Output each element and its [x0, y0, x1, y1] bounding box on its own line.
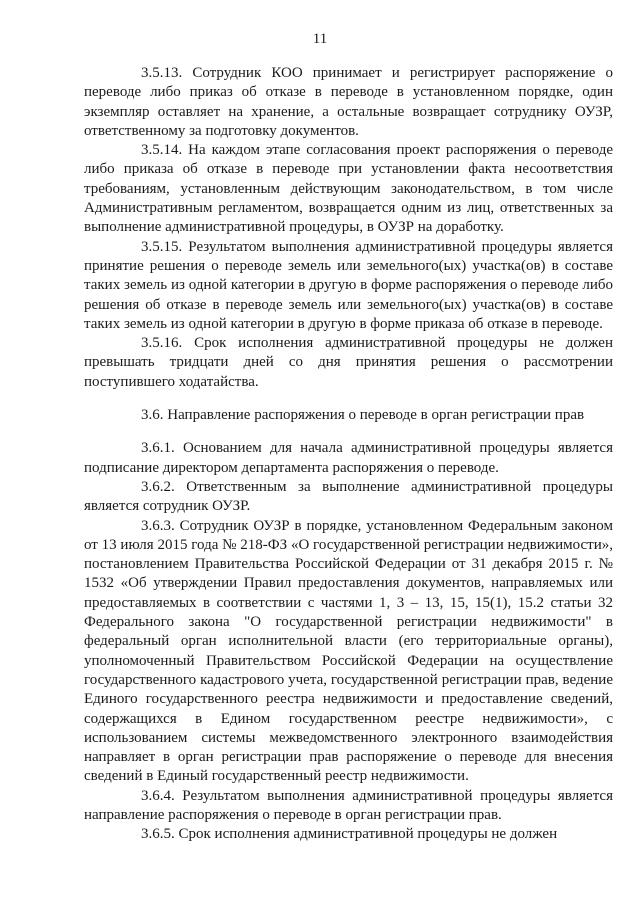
- paragraph-3-5-14: 3.5.14. На каждом этапе согласования проект распоряжения о переводе либо приказа об отказе в переводе при установлении факта несоответствия требованиям, установленным действующим законодательством, в том числе Административным регламентом, возвращается одним из лиц, ответственных за выполнение административной процедуры, в ОУЗР на доработку.: [84, 142, 613, 236]
- paragraph-3-6-1: 3.6.1. Основанием для начала административной процедуры является подписание директором департамента распоряжения о переводе.: [84, 440, 613, 476]
- paragraph-3-6-5: 3.6.5. Срок исполнения административной процедуры не должен: [141, 826, 558, 843]
- page-number: 11: [312, 31, 328, 47]
- paragraph-3-6-2: 3.6.2. Ответственным за выполнение административной процедуры является сотрудник ОУЗР.: [84, 478, 613, 515]
- paragraph-3-5-15: 3.5.15. Результатом выполнения административной процедуры является принятие решения о переводе земель или земельного(ых) участка(ов) в составе таких земель из одной категории в другую в форме распоряжения о переводе либо решения об отказе в переводе земель или земельного(ых) участка(ов) в составе таких земель из одной категории в другую в форме приказа об отказе в переводе.: [84, 238, 613, 332]
- paragraph-3-6-4: 3.6.4. Результатом выполнения административной процедуры является направление распоряжения о переводе в орган регистрации прав.: [84, 787, 613, 823]
- document-body: [84, 64, 613, 845]
- paragraph-3-5-13: 3.5.13. Сотрудник КОО принимает и регистрирует распоряжение о переводе либо приказ об отказе в переводе в установленном порядке, один экземпляр оставляет на хранение, а остальные возвращает сотруднику ОУЗР, ответственному за подготовку документов.: [84, 65, 613, 139]
- paragraph-3-5-16: 3.5.16. Срок исполнения административной процедуры не должен превышать тридцати дней со дня принятия решения о рассмотрении поступившего ходатайства.: [84, 335, 613, 390]
- section-heading-3-6: 3.6. Направление распоряжения о переводе в орган регистрации прав: [141, 407, 585, 424]
- paragraph-3-6-3: 3.6.3. Сотрудник ОУЗР в порядке, установленном Федеральным законом от 13 июля 2015 года № 218-ФЗ «О государственной регистрации недвижимости», постановлением Правительства Российской Федерации от 31 декабря 2015 г. № 1532 «Об утверждении Правил предоставления документов, направляемых или предоставляемых в соответствии с частями 1, 3 – 13, 15, 15(1), 15.2 статьи 32 Федерального закона "О государственной регистрации недвижимости" в федеральный орган исполнительной власти (его территориальные органы), уполномоченный Правительством Российской Федерации на осуществление государственного кадастрового учета, государственной регистрации прав, ведение Единого государственного реестра недвижимости и предоставление сведений, содержащихся в Едином государственном реестре недвижимости», с использованием системы межведомственного электронного взаимодействия направляет в орган регистрации прав распоряжение о переводе для внесения сведений в Единый государственный реестр недвижимости.: [84, 517, 613, 785]
